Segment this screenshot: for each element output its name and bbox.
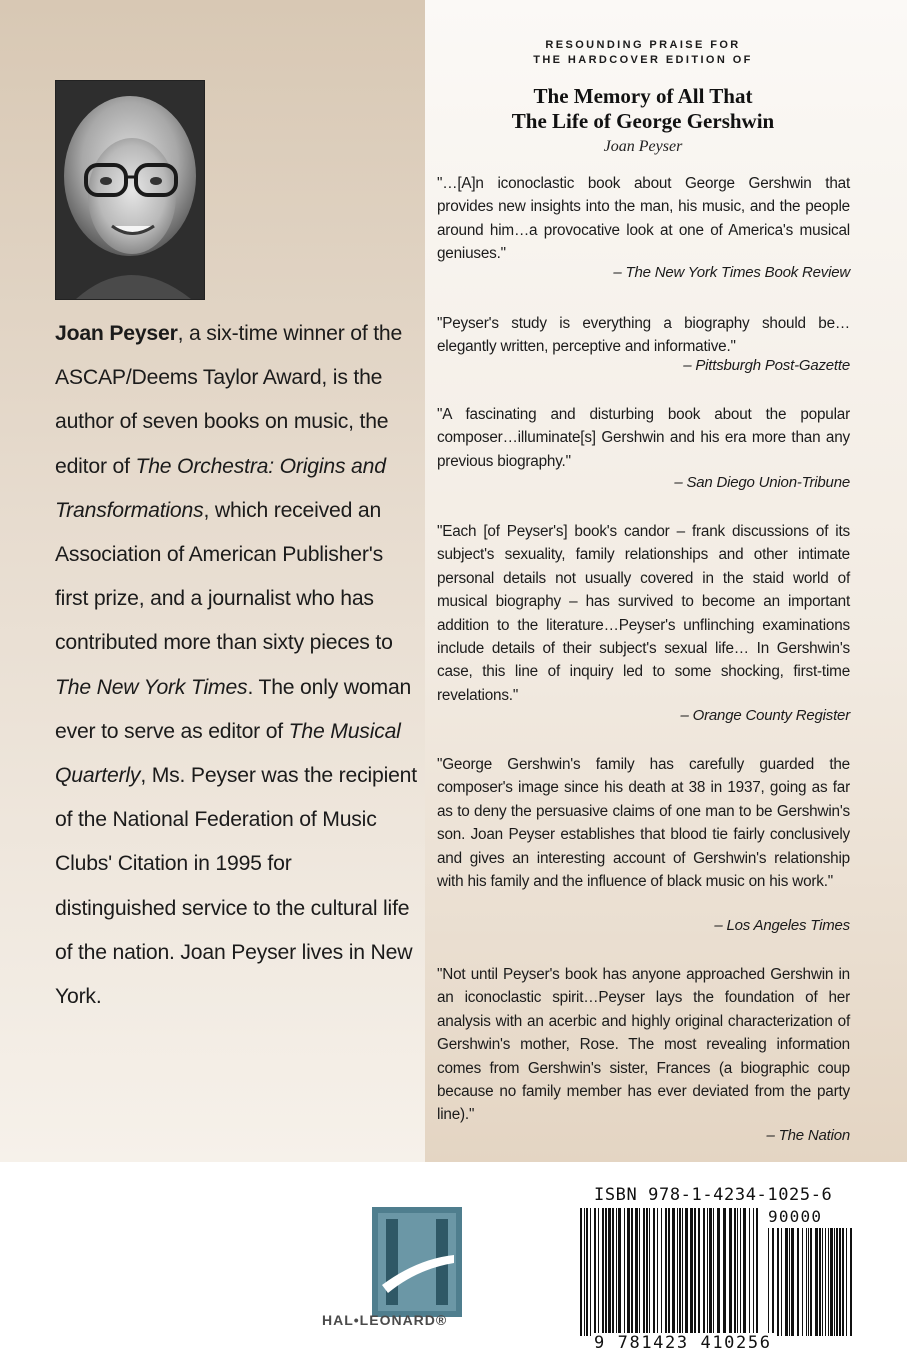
isbn-number: ISBN 978-1-4234-1025-6: [594, 1185, 833, 1205]
bio-text-4: , Ms. Peyser was the recipient of the National Federation of Music Clubs' Citation in 1995 for distinguished service to the cultural life of the nation. Joan Peyser lives in New York.: [55, 764, 417, 1009]
publication-musical-quarterly: The Musical Quarterly: [55, 719, 401, 788]
quote-source-6: – The Nation: [766, 1127, 850, 1144]
author-bio: [55, 312, 417, 1019]
quote-6: "Not until Peyser's book has anyone approached Gershwin in an iconoclastic spirit…Peyser lays the foundation of her analysis with an acerbic and highly original characterization of Gershwin's mother, Rose. The most revealing information comes from Gershwin's sister, Frances (a biographic coup because no family member has ever deviated from the party line).": [437, 966, 850, 1124]
barcode-icon: [560, 1186, 860, 1356]
bio-text-3: . The only woman ever to serve as editor of: [55, 675, 412, 743]
bio-text-1: , a six-time winner of the ASCAP/Deems Taylor Award, is the author of seven books on music, the editor of: [55, 322, 403, 478]
quote-1: "…[A]n iconoclastic book about George Gershwin that provides new insights into the man, his music, and the people around him…a provocative look at one of America's musical geniuses.": [437, 175, 850, 263]
quote-4: "Each [of Peyser's] book's candor – frank discussions of its subject's sexuality, family relationships and other intimate personal details not usually covered in the staid world of musical biography – has survived to become an important addition to the literature…Peyser's unflinching examinations include details of their subject's sexual life… In Gershwin's case, this line of inquiry led to some shocking, first-time revelations.": [437, 523, 850, 704]
quote-source-2: – Pittsburgh Post-Gazette: [683, 357, 850, 374]
author-photo: [55, 80, 205, 300]
author-name: Joan Peyser: [55, 322, 178, 345]
book-title-line-2: The Life of George Gershwin: [511, 109, 775, 133]
portrait-illustration: [56, 81, 204, 299]
ean-number: 9 781423 410256: [594, 1333, 772, 1353]
quote-5: "George Gershwin's family has carefully guarded the composer's image since his death at 38 in 1937, going as far as to deny the persuasive claims of one man to be Gershwin's son. Joan Peyser establishes that blood tie fairly conclusively and gives an interesting account of Gershwin's relationship with his family and the influence of black music on his work.": [437, 756, 850, 891]
hal-leonard-logo-icon: [372, 1207, 462, 1317]
publication-nyt: The New York Times: [55, 675, 248, 699]
price-addon-number: 90000: [768, 1207, 823, 1226]
book-author: Joan Peyser: [603, 138, 683, 155]
quote-source-3: – San Diego Union-Tribune: [674, 474, 850, 491]
quote-source-5: – Los Angeles Times: [714, 917, 850, 934]
bio-text-2: , which received an Association of American Publisher's first prize, and a journalist who has contributed more than sixty pieces to: [55, 498, 393, 655]
praise-header-line-1: RESOUNDING PRAISE FOR: [545, 39, 741, 51]
quote-source-1: – The New York Times Book Review: [613, 264, 850, 281]
publisher-name: HAL•LEONARD®: [322, 1312, 448, 1328]
praise-header-line-2: THE HARDCOVER EDITION OF: [533, 54, 753, 66]
praise-header: [436, 38, 850, 68]
quote-3: "A fascinating and disturbing book about the popular composer…illuminate[s] Gershwin and his era more than any previous biography.": [437, 406, 850, 470]
book-title: [436, 84, 850, 134]
quote-2: "Peyser's study is everything a biography should be… elegantly written, perceptive and informative.": [437, 315, 850, 356]
quote-source-4: – Orange County Register: [680, 707, 850, 724]
book-title-line-1: The Memory of All That: [533, 84, 753, 108]
book-title-orchestra: The Orchestra: Origins and Transformations: [55, 454, 386, 522]
